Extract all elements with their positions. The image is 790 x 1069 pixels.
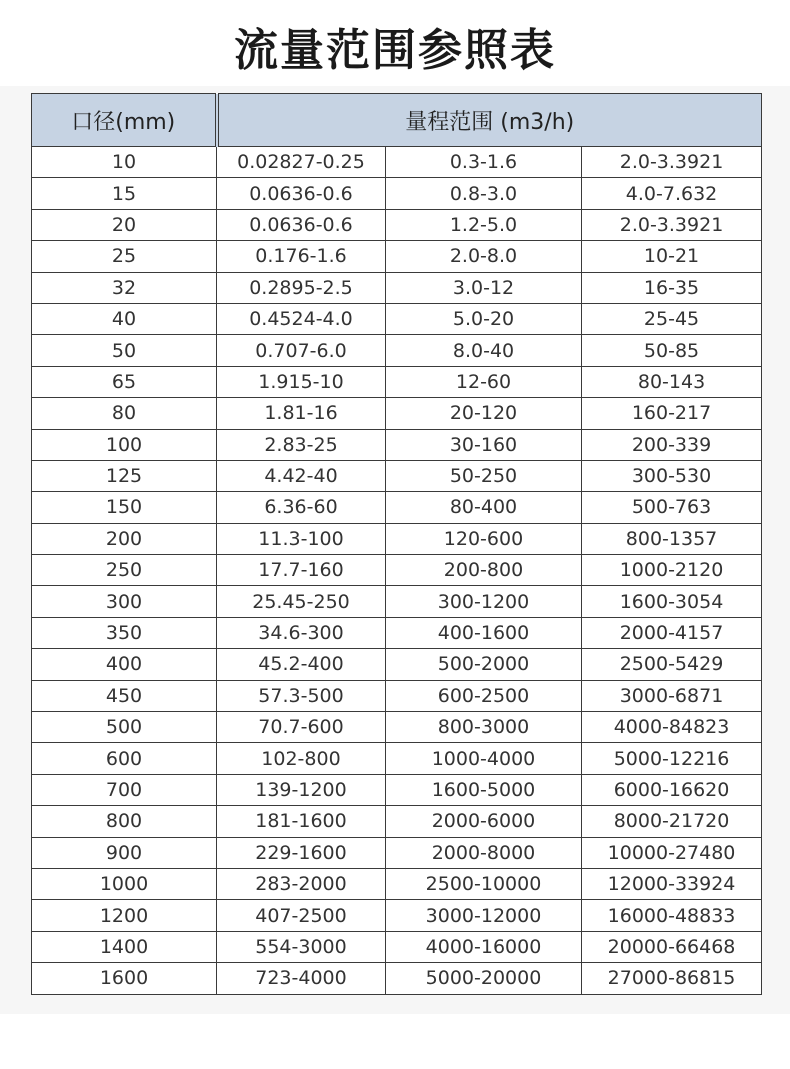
cell-diameter: 800: [32, 806, 217, 837]
cell-range-mid: 800-3000: [386, 712, 582, 743]
cell-range-mid: 300-1200: [386, 586, 582, 617]
cell-range-mid: 5.0-20: [386, 303, 582, 334]
cell-diameter: 250: [32, 555, 217, 586]
cell-range-low: 0.02827-0.25: [217, 147, 386, 178]
cell-diameter: 500: [32, 712, 217, 743]
cell-range-low: 229-1600: [217, 837, 386, 868]
cell-range-high: 200-339: [582, 429, 762, 460]
cell-diameter: 350: [32, 617, 217, 648]
cell-diameter: 15: [32, 178, 217, 209]
cell-range-high: 2000-4157: [582, 617, 762, 648]
cell-diameter: 32: [32, 272, 217, 303]
cell-range-high: 4.0-7.632: [582, 178, 762, 209]
cell-range-low: 11.3-100: [217, 523, 386, 554]
cell-range-low: 6.36-60: [217, 492, 386, 523]
table-row: [32, 555, 762, 586]
table-row: [32, 900, 762, 931]
cell-range-low: 283-2000: [217, 868, 386, 899]
table-row: [32, 586, 762, 617]
cell-range-mid: 1000-4000: [386, 743, 582, 774]
table-row: [32, 492, 762, 523]
table-row: [32, 931, 762, 962]
cell-range-low: 1.915-10: [217, 366, 386, 397]
cell-range-low: 4.42-40: [217, 460, 386, 491]
table-row: [32, 837, 762, 868]
cell-range-low: 723-4000: [217, 963, 386, 994]
cell-range-low: 17.7-160: [217, 555, 386, 586]
cell-diameter: 1000: [32, 868, 217, 899]
page-title: 流量范围参照表: [234, 25, 556, 76]
cell-range-low: 57.3-500: [217, 680, 386, 711]
cell-range-mid: 12-60: [386, 366, 582, 397]
table-row: [32, 617, 762, 648]
cell-range-low: 0.2895-2.5: [217, 272, 386, 303]
cell-range-mid: 3000-12000: [386, 900, 582, 931]
table-row: [32, 209, 762, 240]
cell-range-mid: 500-2000: [386, 649, 582, 680]
cell-range-high: 12000-33924: [582, 868, 762, 899]
cell-diameter: 40: [32, 303, 217, 334]
cell-diameter: 900: [32, 837, 217, 868]
table-row: [32, 743, 762, 774]
table-row: [32, 649, 762, 680]
cell-range-mid: 3.0-12: [386, 272, 582, 303]
cell-range-mid: 400-1600: [386, 617, 582, 648]
table-header-row: [32, 94, 762, 147]
cell-range-high: 160-217: [582, 398, 762, 429]
table-row: [32, 335, 762, 366]
table-row: [32, 523, 762, 554]
header-range: 量程范围 (m3/h): [217, 94, 762, 147]
table-row: [32, 303, 762, 334]
cell-diameter: 1200: [32, 900, 217, 931]
cell-range-high: 2500-5429: [582, 649, 762, 680]
cell-range-high: 300-530: [582, 460, 762, 491]
cell-range-mid: 600-2500: [386, 680, 582, 711]
cell-range-low: 2.83-25: [217, 429, 386, 460]
table-row: [32, 806, 762, 837]
cell-diameter: 80: [32, 398, 217, 429]
cell-diameter: 100: [32, 429, 217, 460]
cell-range-low: 0.0636-0.6: [217, 209, 386, 240]
cell-range-low: 0.176-1.6: [217, 241, 386, 272]
cell-range-mid: 5000-20000: [386, 963, 582, 994]
cell-range-high: 4000-84823: [582, 712, 762, 743]
cell-range-mid: 0.3-1.6: [386, 147, 582, 178]
cell-range-low: 34.6-300: [217, 617, 386, 648]
cell-range-mid: 80-400: [386, 492, 582, 523]
cell-range-mid: 1600-5000: [386, 774, 582, 805]
cell-diameter: 20: [32, 209, 217, 240]
cell-range-low: 139-1200: [217, 774, 386, 805]
cell-range-high: 16-35: [582, 272, 762, 303]
cell-diameter: 400: [32, 649, 217, 680]
cell-diameter: 1400: [32, 931, 217, 962]
cell-range-mid: 0.8-3.0: [386, 178, 582, 209]
cell-range-high: 25-45: [582, 303, 762, 334]
cell-range-high: 10000-27480: [582, 837, 762, 868]
cell-range-high: 16000-48833: [582, 900, 762, 931]
cell-range-high: 27000-86815: [582, 963, 762, 994]
cell-range-mid: 50-250: [386, 460, 582, 491]
table-row: [32, 460, 762, 491]
cell-diameter: 700: [32, 774, 217, 805]
table-row: [32, 178, 762, 209]
flow-range-table: [31, 93, 762, 995]
cell-range-high: 8000-21720: [582, 806, 762, 837]
cell-diameter: 125: [32, 460, 217, 491]
cell-range-mid: 120-600: [386, 523, 582, 554]
table-row: [32, 963, 762, 994]
cell-diameter: 1600: [32, 963, 217, 994]
cell-range-high: 1600-3054: [582, 586, 762, 617]
cell-range-mid: 1.2-5.0: [386, 209, 582, 240]
table-row: [32, 241, 762, 272]
cell-range-low: 0.707-6.0: [217, 335, 386, 366]
table-row: [32, 147, 762, 178]
cell-range-high: 5000-12216: [582, 743, 762, 774]
cell-range-high: 6000-16620: [582, 774, 762, 805]
cell-range-low: 45.2-400: [217, 649, 386, 680]
cell-diameter: 450: [32, 680, 217, 711]
table-row: [32, 774, 762, 805]
cell-range-mid: 2000-6000: [386, 806, 582, 837]
cell-range-mid: 2500-10000: [386, 868, 582, 899]
table-row: [32, 712, 762, 743]
cell-range-mid: 4000-16000: [386, 931, 582, 962]
cell-diameter: 65: [32, 366, 217, 397]
cell-diameter: 600: [32, 743, 217, 774]
cell-diameter: 200: [32, 523, 217, 554]
cell-diameter: 300: [32, 586, 217, 617]
cell-range-mid: 200-800: [386, 555, 582, 586]
cell-range-high: 50-85: [582, 335, 762, 366]
cell-range-mid: 30-160: [386, 429, 582, 460]
cell-range-high: 2.0-3.3921: [582, 147, 762, 178]
cell-range-mid: 2000-8000: [386, 837, 582, 868]
cell-range-mid: 8.0-40: [386, 335, 582, 366]
table-row: [32, 272, 762, 303]
cell-range-mid: 2.0-8.0: [386, 241, 582, 272]
cell-range-high: 20000-66468: [582, 931, 762, 962]
cell-range-low: 102-800: [217, 743, 386, 774]
cell-diameter: 50: [32, 335, 217, 366]
cell-diameter: 25: [32, 241, 217, 272]
cell-diameter: 10: [32, 147, 217, 178]
cell-range-high: 3000-6871: [582, 680, 762, 711]
cell-range-low: 0.4524-4.0: [217, 303, 386, 334]
cell-range-high: 80-143: [582, 366, 762, 397]
cell-range-mid: 20-120: [386, 398, 582, 429]
cell-range-high: 2.0-3.3921: [582, 209, 762, 240]
table-row: [32, 366, 762, 397]
cell-range-high: 10-21: [582, 241, 762, 272]
table-row: [32, 868, 762, 899]
cell-diameter: 150: [32, 492, 217, 523]
table-row: [32, 398, 762, 429]
cell-range-high: 1000-2120: [582, 555, 762, 586]
cell-range-high: 800-1357: [582, 523, 762, 554]
table-row: [32, 680, 762, 711]
cell-range-low: 0.0636-0.6: [217, 178, 386, 209]
cell-range-low: 25.45-250: [217, 586, 386, 617]
cell-range-low: 181-1600: [217, 806, 386, 837]
cell-range-low: 554-3000: [217, 931, 386, 962]
header-diameter: 口径(mm): [32, 94, 217, 147]
table-body: [32, 147, 762, 995]
cell-range-low: 407-2500: [217, 900, 386, 931]
cell-range-high: 500-763: [582, 492, 762, 523]
table-row: [32, 429, 762, 460]
cell-range-low: 70.7-600: [217, 712, 386, 743]
cell-range-low: 1.81-16: [217, 398, 386, 429]
